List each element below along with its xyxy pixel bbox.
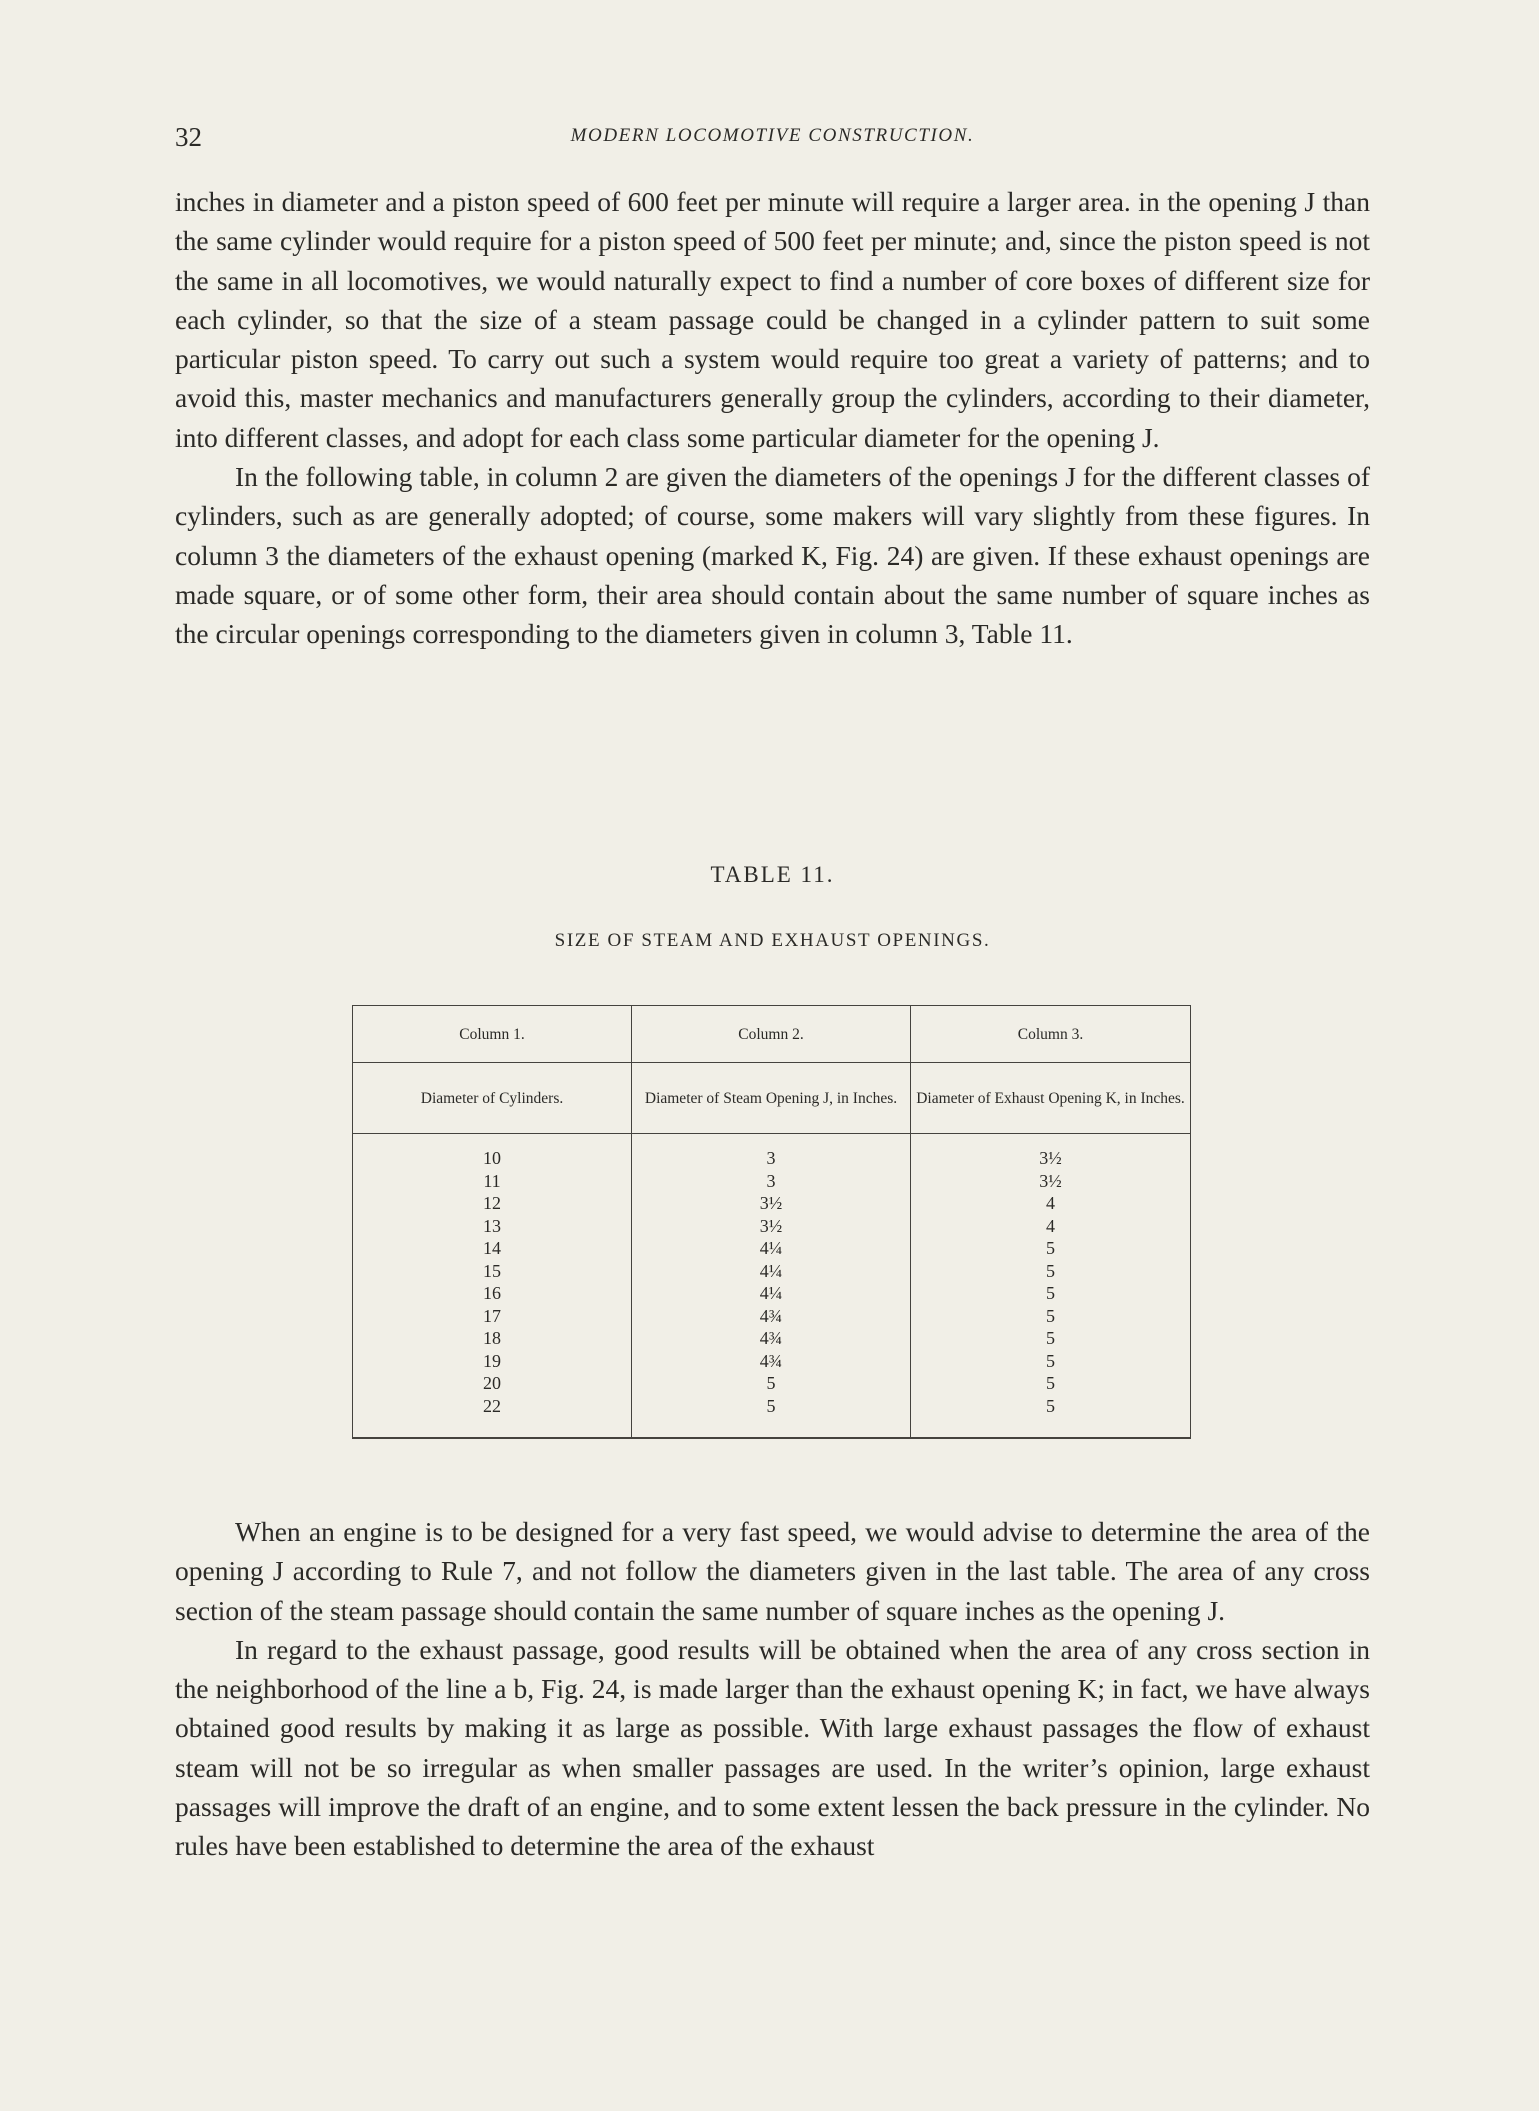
cell-exhaust-opening: 4: [911, 1192, 1191, 1215]
table-row: [353, 1327, 1191, 1350]
cell-steam-opening: 4¼: [632, 1282, 911, 1305]
paragraph: In regard to the exhaust passage, good results will be obtained when the area of any cross section in the neighborhood of the line a b, Fig. 24, is made larger than the exhaust opening K; in fact, we have always obtained good results by making it as large as possible. With large exhaust passages the flow of exhaust steam will not be so irregular as when smaller passages are used. In the writer’s opinion, large exhaust passages will improve the draft of an engine, and to some extent lessen the back pressure in the cylinder. No rules have been established to determine the area of the exhaust: [175, 1633, 1370, 1862]
column-header-exhaust-opening: Diameter of Exhaust Opening K, in Inches.: [911, 1063, 1191, 1134]
cell-steam-opening: 4¼: [632, 1237, 911, 1260]
table-row: [353, 1282, 1191, 1305]
cell-steam-opening: 5: [632, 1372, 911, 1395]
table-row: [353, 1395, 1191, 1439]
body-text-top: [175, 182, 1370, 654]
cell-steam-opening: 3½: [632, 1192, 911, 1215]
table-row: [353, 1170, 1191, 1193]
cell-exhaust-opening: 5: [911, 1395, 1191, 1439]
cell-exhaust-opening: 5: [911, 1260, 1191, 1283]
paragraph: inches in diameter and a piston speed of 600 feet per minute will require a larger area. in the opening J than the same cylinder would require for a piston speed of 500 feet per minute; and, since the piston speed is not the same in all locomotives, we would naturally expect to find a number of core boxes of different size for each cylinder, so that the size of a steam passage could be changed in a cylinder pattern to suit some particular piston speed. To carry out such a system would require too great a variety of patterns; and to avoid this, master mechanics and manufacturers generally group the cylinders, according to their diameter, into different classes, and adopt for each class some particular diameter for the opening J.: [175, 186, 1370, 453]
cell-cylinder-diameter: 11: [353, 1170, 632, 1193]
column-header-steam-opening: Diameter of Steam Opening J, in Inches.: [632, 1063, 911, 1134]
body-text-bottom: [175, 1512, 1370, 1866]
cell-cylinder-diameter: 20: [353, 1372, 632, 1395]
cell-exhaust-opening: 5: [911, 1305, 1191, 1328]
cell-steam-opening: 4¼: [632, 1260, 911, 1283]
cell-cylinder-diameter: 19: [353, 1350, 632, 1373]
column-header-row: [353, 1063, 1191, 1134]
page-number: 32: [175, 122, 202, 152]
column-group-2: Column 2.: [632, 1006, 911, 1063]
cell-steam-opening: 4¾: [632, 1350, 911, 1373]
table-row: [353, 1350, 1191, 1373]
cell-exhaust-opening: 4: [911, 1215, 1191, 1238]
cell-cylinder-diameter: 17: [353, 1305, 632, 1328]
cell-cylinder-diameter: 16: [353, 1282, 632, 1305]
cell-exhaust-opening: 5: [911, 1237, 1191, 1260]
cell-cylinder-diameter: 22: [353, 1395, 632, 1439]
cell-cylinder-diameter: 13: [353, 1215, 632, 1238]
cell-steam-opening: 3: [632, 1134, 911, 1170]
cell-steam-opening: 3: [632, 1170, 911, 1193]
cell-exhaust-opening: 5: [911, 1282, 1191, 1305]
running-head: [175, 122, 1370, 156]
cell-steam-opening: 5: [632, 1395, 911, 1439]
column-header-cylinders: Diameter of Cylinders.: [353, 1063, 632, 1134]
table-row: [353, 1305, 1191, 1328]
cell-exhaust-opening: 3½: [911, 1170, 1191, 1193]
table-row: [353, 1372, 1191, 1395]
cell-exhaust-opening: 5: [911, 1327, 1191, 1350]
paragraph: When an engine is to be designed for a very fast speed, we would advise to determine the area of the opening J according to Rule 7, and not follow the diameters given in the last table. The area of any cross section of the steam passage should contain the same number of square inches as the opening J.: [175, 1516, 1370, 1626]
column-group-1: Column 1.: [353, 1006, 632, 1063]
cell-steam-opening: 4¾: [632, 1327, 911, 1350]
cell-steam-opening: 3½: [632, 1215, 911, 1238]
cell-cylinder-diameter: 15: [353, 1260, 632, 1283]
column-group-row: [353, 1006, 1191, 1063]
cell-cylinder-diameter: 14: [353, 1237, 632, 1260]
table-number: TABLE 11.: [710, 862, 835, 887]
table-body: [353, 1134, 1191, 1439]
cell-cylinder-diameter: 12: [353, 1192, 632, 1215]
cell-cylinder-diameter: 10: [353, 1134, 632, 1170]
cell-steam-opening: 4¾: [632, 1305, 911, 1328]
paragraph: In the following table, in column 2 are given the diameters of the openings J for the different classes of cylinders, such as are generally adopted; of course, some makers will vary slightly from these figures. In column 3 the diameters of the exhaust opening (marked K, Fig. 24) are given. If these exhaust openings are made square, or of some other form, their area should contain about the same number of square inches as the circular openings corresponding to the diameters given in column 3, Table 11.: [175, 461, 1370, 650]
table-row: [353, 1134, 1191, 1170]
table-row: [353, 1215, 1191, 1238]
cell-cylinder-diameter: 18: [353, 1327, 632, 1350]
table-row: [353, 1260, 1191, 1283]
running-title: MODERN LOCOMOTIVE CONSTRUCTION.: [570, 125, 975, 146]
column-group-3: Column 3.: [911, 1006, 1191, 1063]
table-title: SIZE OF STEAM AND EXHAUST OPENINGS.: [554, 930, 991, 951]
cell-exhaust-opening: 5: [911, 1350, 1191, 1373]
openings-table: [352, 1005, 1191, 1439]
cell-exhaust-opening: 5: [911, 1372, 1191, 1395]
table-row: [353, 1237, 1191, 1260]
table-row: [353, 1192, 1191, 1215]
cell-exhaust-opening: 3½: [911, 1134, 1191, 1170]
